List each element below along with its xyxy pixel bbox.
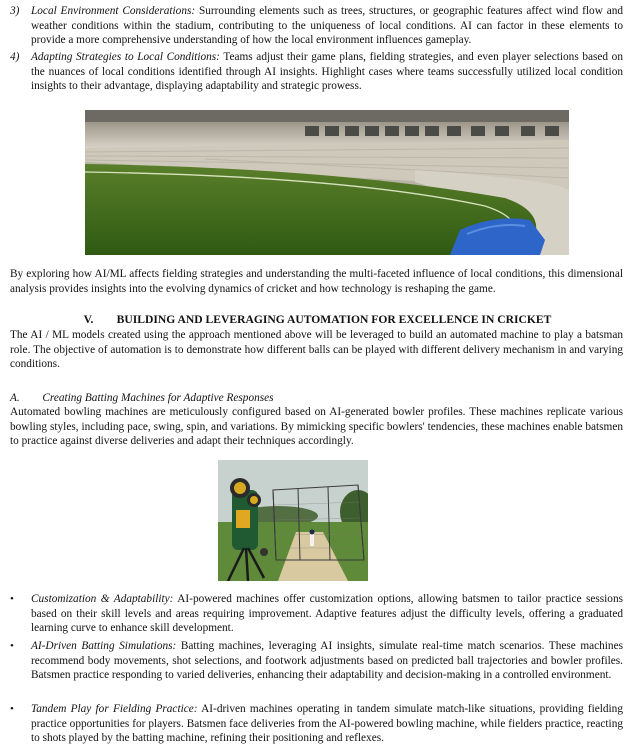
numbered-item: [10, 4, 623, 48]
item-marker: 4): [10, 51, 20, 63]
section-heading: V. BUILDING AND LEVERAGING AUTOMATION FOR EXCELLENCE IN CRICKET: [83, 313, 552, 326]
item-text: [31, 4, 623, 48]
bullet-title: AI-Driven Batting Simulations:: [31, 640, 177, 652]
bullet-item: [10, 702, 623, 746]
stadium-photo-graphic: [85, 110, 569, 255]
item-title: Local Environment Considerations:: [31, 5, 196, 17]
bullet-body: AI-driven machines operating in tandem simulate match-like situations, providing fielding practice opportunities for players. Batsmen face deliveries from the AI-powered bowling machine, while fielders practice, reacting to shots played by the batting machine, refining their positioning and reflexes.: [31, 703, 623, 745]
bullet-text: [31, 702, 623, 746]
bullet-title: Tandem Play for Fielding Practice:: [31, 703, 198, 715]
bowling-machine-photo: [218, 460, 368, 581]
bowling-machine-graphic: [218, 460, 368, 581]
bullet-text: [31, 592, 623, 636]
subsection-heading: A. Creating Batting Machines for Adaptive Responses: [10, 392, 274, 404]
item-body: Teams adjust their game plans, fielding strategies, and even player selections based on the nuances of local conditions identified through AI insights. Highlight cases where teams successfully utilized local condition insights to their advantage, displaying adaptability and strategic prowess.: [31, 51, 623, 93]
bullet-marker: •: [10, 703, 14, 715]
bullet-title: Customization & Adaptability:: [31, 593, 174, 605]
machines-paragraph: Automated bowling machines are meticulously configured based on AI-generated bowler profiles. These machines replicate various bowling styles, including pace, swing, spin, and variations. By mimicking specific bowlers' tendencies, these machines enable batsmen to practice against diverse deliveries and adapt their techniques accordingly.: [10, 406, 623, 448]
bullet-item: [10, 639, 623, 683]
item-body: Surrounding elements such as trees, structures, or geographic features affect wind flow and weather conditions within the stadium, contributing to the uniqueness of local conditions. AI can factor in these elements to provide a more comprehensive understanding of how the local environment influences gameplay.: [31, 5, 623, 47]
bullet-marker: •: [10, 593, 14, 605]
numbered-item: [10, 50, 623, 94]
bullet-body: AI-powered machines offer customization options, allowing batsmen to tailor practice sessions based on their skill levels and areas requiring improvement. Adaptive features adjust the difficulty levels, offering a graduated learning curve to enhance skill development.: [31, 593, 623, 635]
item-title: Adapting Strategies to Local Conditions:: [31, 51, 220, 63]
bullet-marker: •: [10, 640, 14, 652]
stadium-photo: [85, 110, 569, 255]
item-text: [31, 50, 623, 94]
bullet-text: [31, 639, 623, 683]
bullet-body: Batting machines, leveraging AI insights, simulate real-time match scenarios. These machines recommend body movements, shot selections, and footwork adjustments based on predicted ball trajectories and bowler profiles. Batsmen practice responding to varied deliveries, enhancing their adaptability and decision-making in a controlled environment.: [31, 640, 623, 682]
bullet-item: [10, 592, 623, 636]
automation-paragraph: The AI / ML models created using the approach mentioned above will be leveraged to build an automated machine to play a batsman role. The objective of automation is to demonstrate how different balls can be played with different delivery mechanism in and varying conditions.: [10, 329, 623, 371]
item-marker: 3): [10, 5, 20, 17]
conclusion-paragraph: By exploring how AI/ML affects fielding strategies and understanding the multi-faceted influence of local conditions, this dimensional analysis provides insights into the evolving dynamics of cricket and how technology is reshaping the game.: [10, 268, 623, 295]
